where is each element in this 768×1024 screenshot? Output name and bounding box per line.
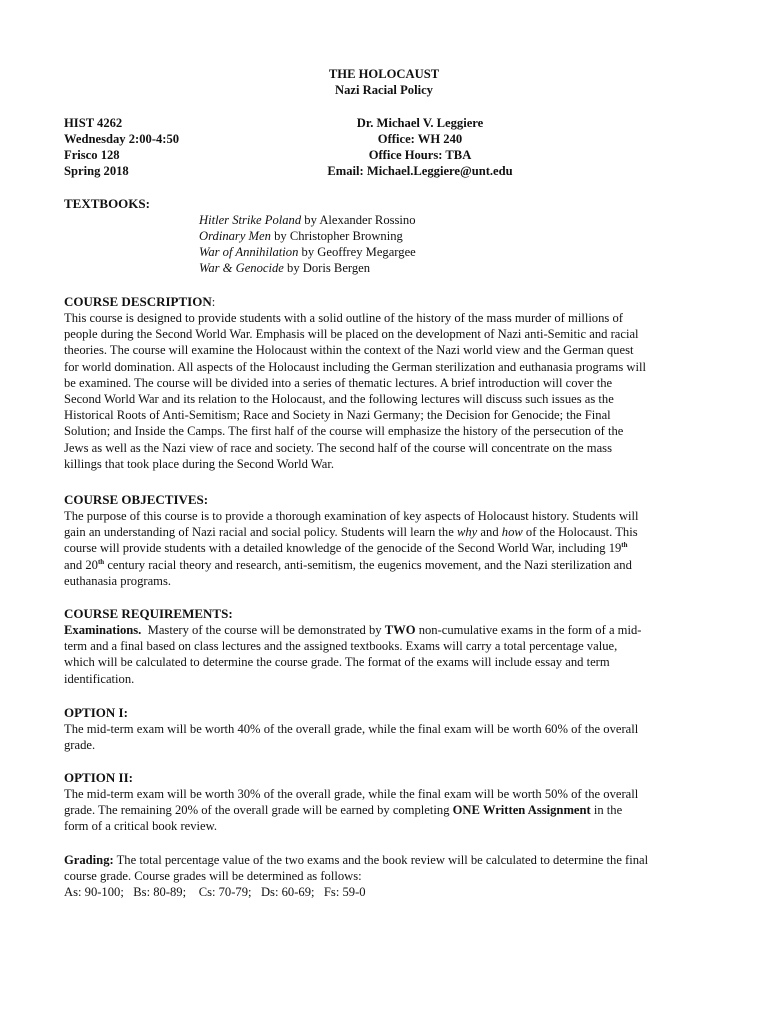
- document-subtitle: Nazi Racial Policy: [335, 83, 433, 97]
- grading-line: [64, 852, 710, 868]
- textbook-author: by Geoffrey Megargee: [298, 245, 416, 259]
- ordinal-suffix: th: [97, 557, 105, 566]
- instructor-email: Email: Michael.Leggiere@unt.edu: [327, 164, 513, 178]
- textbook-item: [199, 212, 416, 228]
- option1-heading: OPTION I:: [64, 705, 128, 720]
- textbook-author: by Christopher Browning: [270, 229, 403, 243]
- description-line: killings that took place during the Second World War.: [64, 456, 334, 471]
- course-room: Frisco 128: [64, 148, 120, 162]
- text-span: of the Holocaust. This: [522, 525, 638, 540]
- option2-paragraph: [64, 786, 710, 835]
- course-code: HIST 4262: [64, 116, 123, 130]
- textbook-item: [199, 228, 403, 244]
- course-term: Spring 2018: [64, 164, 129, 178]
- requirements-line: [64, 622, 710, 638]
- text-span: and: [477, 525, 502, 540]
- text-span: course will provide students with a detailed knowledge of the genocide of the Second World War, including 19: [64, 541, 622, 556]
- objectives-line: [64, 524, 710, 540]
- examinations-label: Examinations.: [64, 623, 142, 637]
- description-line: theories. The course will examine the Holocaust within the context of the Nazi world view and the German quest: [64, 343, 634, 358]
- option2-line: [64, 802, 710, 818]
- description-line: people during the Second World War. Emphasis will be placed on the development of Nazi anti-Semitic and racial: [64, 327, 639, 342]
- option2-line: The mid-term exam will be worth 30% of the overall grade, while the final exam will be worth 50% of the overall: [64, 787, 639, 801]
- textbook-author: by Doris Bergen: [283, 261, 371, 275]
- requirements-line: term and a final based on class lectures and the assigned textbooks. Exams will carry a total percentage value,: [64, 639, 618, 654]
- two-emphasis: TWO: [384, 623, 416, 637]
- text-span: gain an understanding of Nazi racial and social policy. Students will learn the: [64, 525, 457, 540]
- textbook-item: [199, 244, 416, 260]
- description-colon: :: [211, 295, 216, 309]
- objectives-line: [64, 557, 710, 573]
- requirements-heading: COURSE REQUIREMENTS:: [64, 606, 233, 621]
- ordinal-suffix: th: [621, 541, 628, 550]
- text-span: century racial theory and research, anti-semitism, the eugenics movement, and the Nazi sterilization and: [104, 557, 632, 572]
- objectives-heading: COURSE OBJECTIVES:: [64, 492, 209, 507]
- textbook-title: Hitler Strike Poland: [199, 213, 302, 227]
- instructor-name: Dr. Michael V. Leggiere: [356, 116, 484, 130]
- objectives-line: [64, 540, 710, 556]
- description-paragraph: [64, 310, 710, 472]
- document-title: THE HOLOCAUST: [328, 67, 440, 81]
- requirements-paragraph: [64, 622, 710, 687]
- objectives-line: The purpose of this course is to provide a thorough examination of key aspects of Holocaust history. Students will: [64, 509, 639, 523]
- description-line: Historical Roots of Anti-Semitism; Race and Society in Nazi Germany; the Decision for Genocide; the Final: [64, 408, 611, 423]
- requirements-line: which will be calculated to determine the course grade. The format of the exams will include essay and term: [64, 655, 610, 670]
- grade-scale: As: 90-100; Bs: 80-89; Cs: 70-79; Ds: 60-69; Fs: 59-0: [64, 885, 366, 900]
- option1-line: The mid-term exam will be worth 40% of the overall grade, while the final exam will be worth 60% of the overall: [64, 722, 639, 736]
- text-span: Mastery of the course will be demonstrated by: [141, 623, 385, 637]
- written-assignment-emphasis: ONE Written Assignment: [452, 803, 591, 818]
- textbook-author: by Alexander Rossino: [301, 213, 416, 227]
- why-emphasis: why: [456, 525, 478, 540]
- how-emphasis: how: [501, 525, 523, 540]
- requirements-line: identification.: [64, 671, 135, 686]
- objectives-line: euthanasia programs.: [64, 573, 172, 588]
- text-span: grade. The remaining 20% of the overall grade will be earned by completing: [64, 803, 453, 818]
- textbooks-heading: TEXTBOOKS:: [64, 196, 150, 211]
- option1-line: grade.: [64, 738, 96, 753]
- text-span: and 20: [64, 557, 98, 572]
- textbook-title: War of Annihilation: [199, 245, 299, 259]
- option2-line: form of a critical book review.: [64, 819, 218, 834]
- grading-line: course grade. Course grades will be determined as follows:: [64, 869, 362, 884]
- description-line: Solution; and Inside the Camps. The first half of the course will emphasize the history of the persecution of the: [64, 424, 624, 439]
- option1-paragraph: [64, 721, 710, 753]
- description-line: This course is designed to provide students with a solid outline of the history of the mass murder of millions of: [64, 311, 623, 325]
- textbook-item: [199, 260, 370, 276]
- description-line: be examined. The course will be divided into a series of thematic lectures. A brief introduction will cover the: [64, 375, 613, 390]
- description-heading-line: [64, 294, 215, 310]
- description-line: Second World War and its relation to the Holocaust, and the following lectures will discuss such issues as the: [64, 392, 614, 407]
- textbook-title: Ordinary Men: [199, 229, 271, 243]
- description-line: for world domination. All aspects of the Holocaust including the German sterilization and euthanasia programs will: [64, 359, 646, 374]
- text-span: non-cumulative exams in the form of a mid-: [415, 623, 642, 637]
- textbook-title: War & Genocide: [199, 261, 284, 275]
- objectives-paragraph: [64, 508, 710, 589]
- course-schedule: Wednesday 2:00-4:50: [64, 132, 180, 146]
- description-heading: COURSE DESCRIPTION: [64, 294, 212, 309]
- instructor-hours: Office Hours: TBA: [368, 148, 472, 162]
- text-span: in the: [590, 803, 623, 818]
- description-line: Jews as well as the Nazi view of race and society. The second half of the course will concentrate on the mass: [64, 440, 612, 455]
- text-span: The total percentage value of the two exams and the book review will be calculated to determine the final: [113, 853, 649, 867]
- option2-heading: OPTION II:: [64, 770, 133, 785]
- grading-paragraph: [64, 852, 710, 901]
- grading-label: Grading:: [64, 853, 114, 867]
- instructor-office: Office: WH 240: [377, 132, 463, 146]
